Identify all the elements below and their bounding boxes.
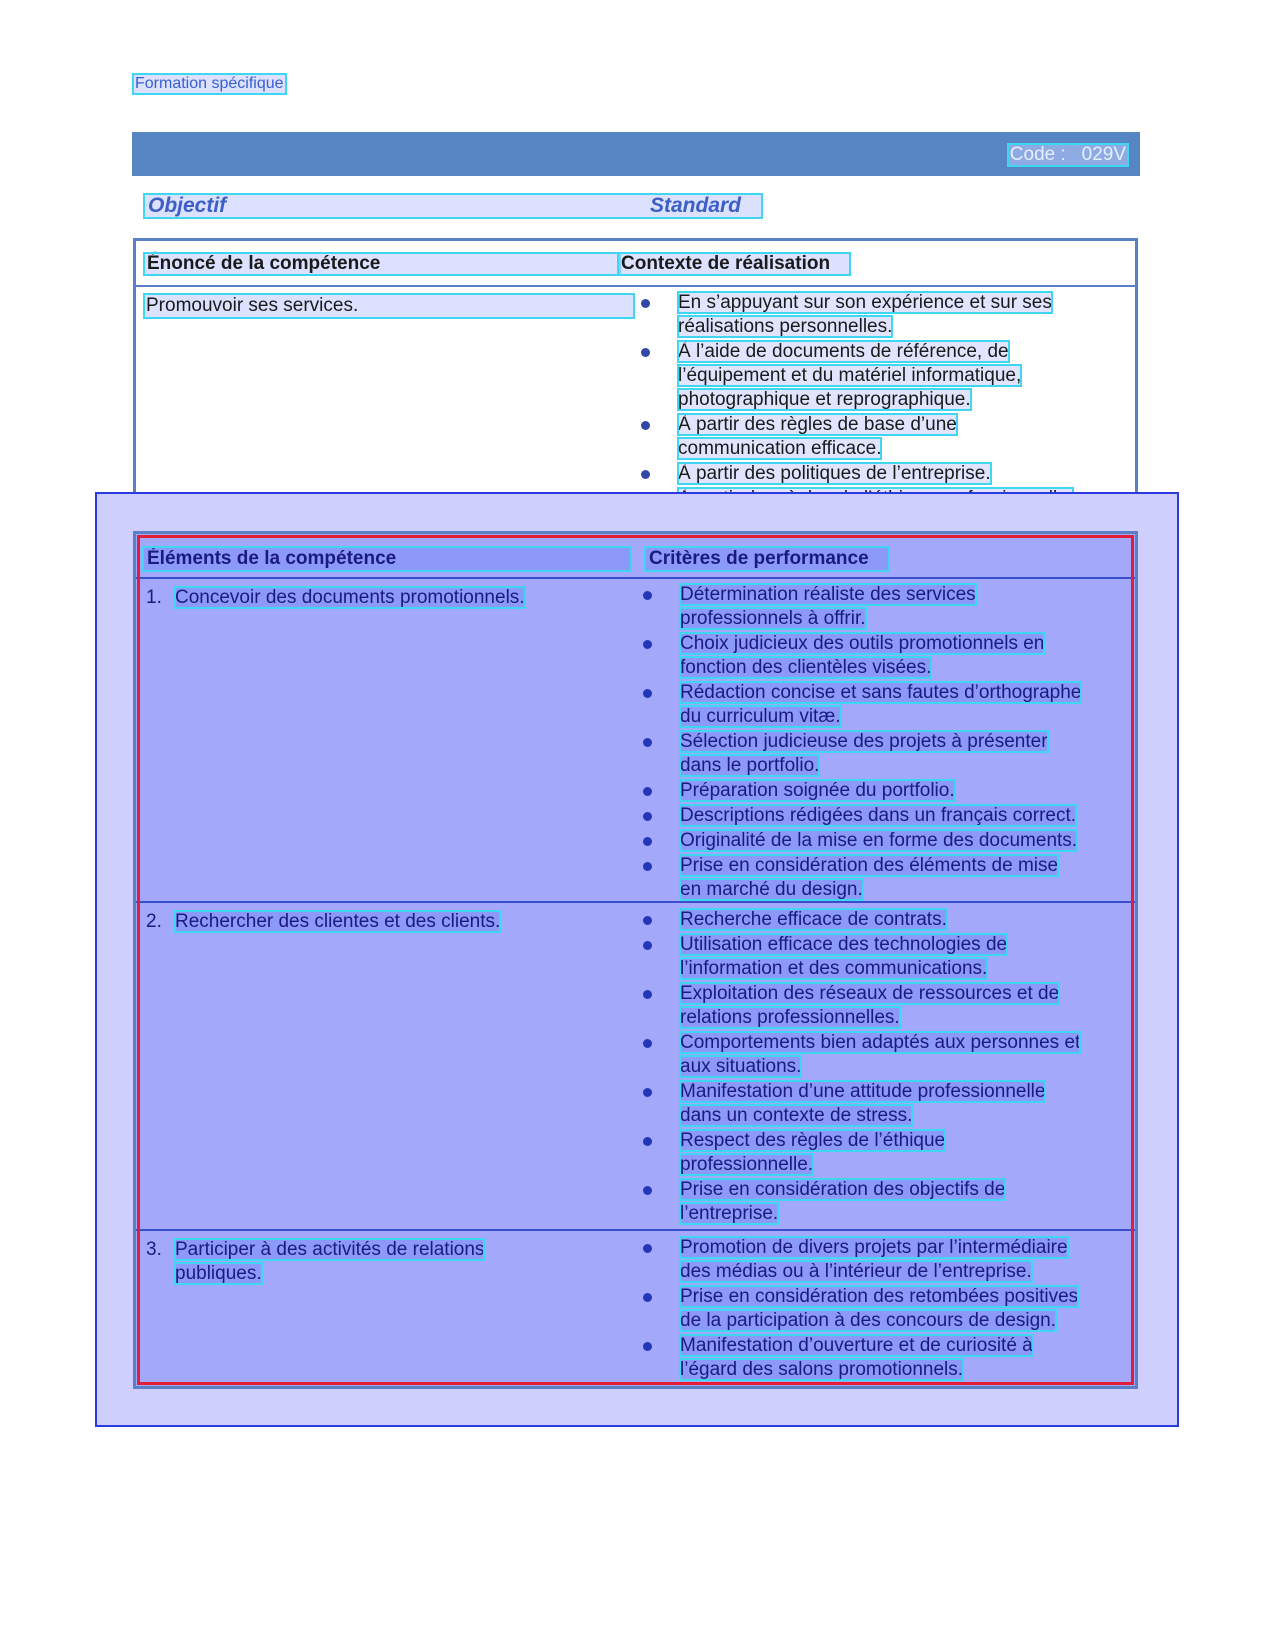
list-item: À partir des politiques de l’entreprise. xyxy=(634,462,1074,486)
list-item: Promotion de divers projets par l’intermédiaire des médias ou à l’intérieur de l’entreprise. xyxy=(636,1236,1082,1284)
col-header-contexte: Contexte de réalisation xyxy=(618,253,850,275)
code-label: Code : xyxy=(1009,144,1066,165)
standard-heading: Standard xyxy=(650,194,742,217)
list-item: Préparation soignée du portfolio. xyxy=(636,779,1082,803)
list-item: Prise en considération des éléments de mise en marché du design. xyxy=(636,854,1082,902)
bullet-icon xyxy=(641,470,650,479)
col-header-enonce: Énoncé de la compétence xyxy=(144,253,620,275)
document-section-label: Formation spécifique xyxy=(135,75,284,92)
list-item: Respect des règles de l’éthique professionnelle. xyxy=(636,1129,1082,1177)
list-item: En s’appuyant sur son expérience et sur ses réalisations personnelles. xyxy=(634,291,1074,339)
objectif-heading: Objectif xyxy=(144,194,762,218)
bullet-icon xyxy=(641,348,650,357)
list-item: Manifestation d’une attitude professionnelle dans un contexte de stress. xyxy=(636,1080,1082,1128)
code-header-bar xyxy=(132,132,1140,176)
bullet-icon xyxy=(641,299,650,308)
element-row-1: 1. Concevoir des documents promotionnels. xyxy=(146,587,525,608)
bullet-icon xyxy=(641,421,650,430)
list-item: Choix judicieux des outils promotionnels en fonction des clientèles visées. xyxy=(636,632,1082,680)
course-code xyxy=(1008,144,1128,166)
list-item: Recherche efficace de contrats. xyxy=(636,908,1082,932)
list-item: Prise en considération des retombées positives de la participation à des concours de design. xyxy=(636,1285,1082,1333)
list-item: À partir des règles de base d’une communication efficace. xyxy=(634,413,1074,461)
col-header-criteres: Critères de performance xyxy=(646,548,888,570)
list-item: Détermination réaliste des services professionnels à offrir. xyxy=(636,583,1082,631)
list-item: Descriptions rédigées dans un français correct. xyxy=(636,804,1082,828)
list-item: Sélection judicieuse des projets à présenter dans le portfolio. xyxy=(636,730,1082,778)
list-item: Rédaction concise et sans fautes d’orthographe du curriculum vitæ. xyxy=(636,681,1082,729)
list-item: Utilisation efficace des technologies de l’information et des communications. xyxy=(636,933,1082,981)
list-item: Originalité de la mise en forme des documents. xyxy=(636,829,1082,853)
code-value: 029V xyxy=(1081,144,1126,165)
list-item: Comportements bien adaptés aux personnes et aux situations. xyxy=(636,1031,1082,1079)
col-header-elements: Éléments de la compétence xyxy=(144,548,630,570)
competence-statement: Promouvoir ses services. xyxy=(144,294,634,318)
element-row-2: 2. Rechercher des clientes et des clients. xyxy=(146,911,501,932)
element-row-3: 3. Participer à des activités de relations publiques. xyxy=(146,1239,485,1284)
competence-table xyxy=(133,238,1138,510)
list-item: À l’aide de documents de référence, de l’équipement et du matériel informatique, photographique et reprographique. xyxy=(634,340,1074,412)
list-item: Exploitation des réseaux de ressources et de relations professionnelles. xyxy=(636,982,1082,1030)
list-item: Prise en considération des objectifs de l’entreprise. xyxy=(636,1178,1082,1226)
list-item: Manifestation d’ouverture et de curiosité à l’égard des salons promotionnels. xyxy=(636,1334,1082,1382)
context-list xyxy=(634,291,1074,512)
selection-highlight-border xyxy=(137,535,1134,1385)
